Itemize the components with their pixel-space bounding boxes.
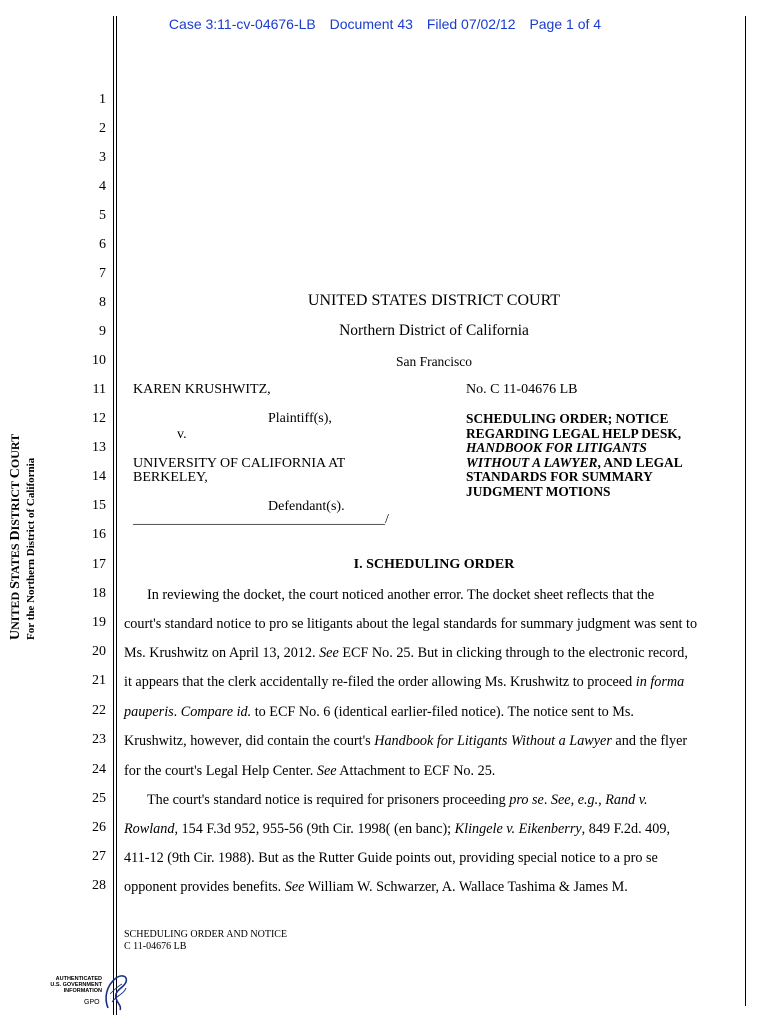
line-number: 23 <box>92 732 106 747</box>
body-line-28: opponent provides benefits. See William W. Schwarzer, A. Wallace Tashima & James M. <box>124 879 628 895</box>
title-line: REGARDING LEGAL HELP DESK, <box>466 425 682 441</box>
court-name: UNITED STATES DISTRICT COURT <box>307 292 561 309</box>
gpo-seal-text: AUTHENTICATED U.S. GOVERNMENT INFORMATION <box>50 976 102 994</box>
title-line: JUDGMENT MOTIONS <box>466 483 611 499</box>
line-number: 6 <box>99 237 106 252</box>
body-line-20: Ms. Krushwitz on April 13, 2012. See ECF No. 25. But in clicking through to the electronic record, <box>124 645 688 661</box>
section-heading: I. SCHEDULING ORDER <box>353 557 515 572</box>
line-number: 12 <box>92 411 106 426</box>
line-number: 22 <box>92 703 106 718</box>
body-line-23: Krushwitz, however, did contain the court's Handbook for Litigants Without a Lawyer and the flyer <box>124 733 688 749</box>
page-stamp: Page 1 of 4 <box>529 16 602 32</box>
footer-title: SCHEDULING ORDER AND NOTICE <box>124 929 288 940</box>
body-line-26: Rowland, 154 F.3d 952, 955-56 (9th Cir. 1998( (en banc); Klingele v. Eikenberry, 849 F.2d. 409, <box>124 821 670 837</box>
body-line-19: court's standard notice to pro se litigants about the legal standards for summary judgment was sent to <box>124 616 698 632</box>
line-number: 9 <box>99 324 106 339</box>
line-number: 11 <box>92 382 106 397</box>
title-line: HANDBOOK FOR LITIGANTS <box>466 440 647 455</box>
plaintiff-role: Plaintiff(s), <box>268 411 332 426</box>
line-number: 27 <box>92 849 106 864</box>
versus: v. <box>177 427 187 442</box>
line-number: 21 <box>92 673 106 688</box>
line-number: 19 <box>92 615 106 630</box>
line-number: 1 <box>99 92 106 107</box>
line-number: 15 <box>92 498 106 513</box>
title-line: SCHEDULING ORDER; NOTICE <box>466 411 669 426</box>
case-number-stamp: Case 3:11-cv-04676-LB <box>168 16 316 32</box>
court-city: San Francisco <box>395 354 473 369</box>
line-number: 28 <box>92 878 106 893</box>
body-line-24: for the court's Legal Help Center. See Attachment to ECF No. 25. <box>124 763 496 779</box>
line-number: 20 <box>92 644 106 659</box>
document-number-stamp: Document 43 <box>329 16 413 32</box>
line-number: 10 <box>92 353 106 368</box>
page-footer <box>124 929 287 953</box>
side-district-name: For the Northern District of California <box>25 457 37 640</box>
body-line-22: pauperis. Compare id. to ECF No. 6 (identical earlier-filed notice). The notice sent to Ms. <box>124 704 634 720</box>
line-number: 3 <box>99 150 106 165</box>
title-line: STANDARDS FOR SUMMARY <box>466 469 653 484</box>
body-line-25: The court's standard notice is required for prisoners proceeding pro se. See, e.g., Rand v. <box>147 792 648 808</box>
defendant-role: Defendant(s). <box>268 499 345 514</box>
footer-case-number: C 11-04676 LB <box>124 941 187 952</box>
line-number: 7 <box>99 266 106 281</box>
document-title <box>466 412 746 499</box>
line-number: 2 <box>99 121 106 136</box>
defendant-name-line1: UNIVERSITY OF CALIFORNIA AT <box>133 456 346 471</box>
gpo-seal-label: GPO <box>84 999 100 1006</box>
right-margin-line <box>745 16 746 1006</box>
line-number: 5 <box>99 208 106 223</box>
gpo-eagle-icon <box>102 972 132 1012</box>
case-number: No. C 11-04676 LB <box>466 382 578 397</box>
filed-date-stamp: Filed 07/02/12 <box>426 16 516 32</box>
line-number: 13 <box>92 440 106 455</box>
line-number: 4 <box>99 179 106 194</box>
side-court-label <box>8 434 37 640</box>
caption-separator: ____________________________________/ <box>133 512 389 527</box>
line-number: 18 <box>92 586 106 601</box>
line-number: 25 <box>92 791 106 806</box>
line-number: 14 <box>92 469 106 484</box>
plaintiff-name: KAREN KRUSHWITZ, <box>133 382 271 397</box>
gpo-authentication-seal <box>40 972 135 1012</box>
line-number: 26 <box>92 820 106 835</box>
line-number: 16 <box>92 527 106 542</box>
title-line: WITHOUT A LAWYER, AND LEGAL <box>466 454 683 470</box>
left-margin-line-1 <box>113 16 114 1015</box>
line-number: 17 <box>92 557 106 572</box>
body-line-18: In reviewing the docket, the court noticed another error. The docket sheet reflects that the <box>147 587 655 603</box>
defendant-name-line2: BERKELEY, <box>133 470 208 485</box>
line-number: 24 <box>92 762 106 777</box>
left-margin-line-2 <box>116 16 117 1015</box>
side-court-name: UNITED STATES DISTRICT COURT <box>8 433 23 640</box>
body-line-21: it appears that the clerk accidentally re-filed the order allowing Ms. Krushwitz to proceed in forma <box>124 674 685 690</box>
court-district: Northern District of California <box>339 322 529 339</box>
body-line-27: 411-12 (9th Cir. 1988). But as the Rutter Guide points out, providing special notice to a pro se <box>124 850 658 866</box>
line-number: 8 <box>99 295 106 310</box>
